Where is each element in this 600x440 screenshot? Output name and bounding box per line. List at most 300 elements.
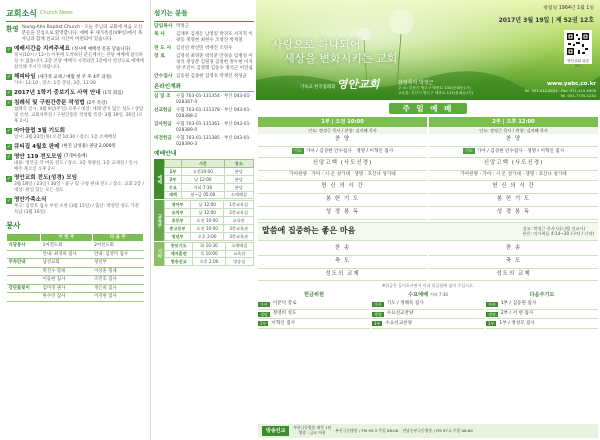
checkbox-icon: ✓	[6, 197, 12, 204]
church-news-column	[0, 0, 148, 440]
sermon-preacher: 설교: 박정근 목사 (다니엘 선교사)	[522, 225, 586, 231]
worship-guide-header	[165, 160, 182, 168]
order-cell	[429, 181, 598, 194]
worship-guide-row	[165, 258, 254, 266]
volunteer-row	[7, 250, 144, 259]
account-type: 감사헌금	[154, 122, 172, 128]
order-row	[258, 171, 598, 181]
qr-code[interactable]	[564, 30, 592, 68]
sermon-info	[523, 226, 594, 237]
worship-guide-row	[165, 175, 254, 183]
worship-guide-cell: 오후 2:00	[191, 232, 224, 240]
ministry-tag: 1부	[374, 321, 381, 327]
worship-guide-cell: 영아부	[165, 201, 191, 209]
volunteer-cell: 박진수 형제	[41, 267, 92, 276]
news-item	[6, 46, 144, 71]
worship-guide-cell: 낮 12:00	[191, 201, 224, 209]
order-cell	[429, 256, 598, 269]
account-type: 십 일 조	[154, 94, 171, 100]
order-text: 성 경 봉 독	[325, 209, 360, 216]
worship-guide-header: 시간	[181, 160, 224, 168]
header-banner	[256, 0, 600, 100]
staff-role: 목 사	[154, 32, 165, 38]
service-1-header: 1부 | 오전 10:00	[258, 117, 427, 127]
ministry-row	[258, 310, 370, 320]
staff-names: 김영성 최영준 박석준 안정승 임병성 이경석 정상분 김원경 김정현 정두현 이지양 주진이 김영래 김동수 정석근 이연섭	[176, 54, 253, 72]
worship-guide-cell: 교육관	[224, 217, 254, 225]
order-text: 축 도	[334, 258, 351, 265]
worship-guide-group	[154, 242, 254, 267]
worship-guide-row	[165, 168, 254, 176]
worship-guide-row	[165, 250, 254, 258]
worship-guide-cell: 오전10:00	[181, 168, 224, 176]
volunteer-row	[7, 259, 144, 268]
order-row	[258, 181, 598, 194]
order-row	[258, 147, 598, 158]
slogan-line-2: 세상을 변화시키는 교회	[284, 51, 398, 65]
order-text: 성 경 봉 독	[496, 209, 531, 216]
logo-denomination: 기독교 한국침례회	[300, 85, 336, 90]
volunteer-cell: 김미경 권사	[41, 284, 92, 293]
staff-names: 김선연 박선민 박재진 조민우	[176, 46, 233, 52]
news-item-tag: (새가족 교제 / 매월 첫 주 후 4주 과정)	[37, 74, 112, 80]
order-tag: 기도	[464, 148, 473, 154]
worship-guide-table	[164, 200, 254, 240]
qr-caption: 영안교회 큐알코드	[567, 59, 589, 68]
worship-guide-row	[165, 201, 254, 209]
church-news-heading: 교회소식	[6, 8, 37, 18]
order-text: 봉 헌 기 도	[496, 196, 531, 203]
order-text: 찬 양	[334, 136, 351, 143]
worship-guide-cell: 목 10:00	[193, 250, 225, 258]
worship-guide-row	[165, 224, 254, 232]
volunteer-cell: 이동현 집사	[41, 276, 92, 285]
account-row	[154, 108, 254, 120]
volunteer-title: 봉사	[6, 221, 21, 231]
news-item-header	[6, 100, 144, 107]
order-cell	[258, 147, 427, 158]
order-text: 가아찬양 · 가아 : 시 온 성가대 · 생명 : 호산나 성가대	[289, 172, 396, 178]
worship-guide-group	[154, 200, 254, 240]
welcome-heading: 환영	[6, 25, 19, 33]
worship-guide-cell: 2층교육실	[224, 209, 254, 217]
ministry-person: 이혁인 집사	[271, 320, 296, 326]
worship-guide-cell: 낮 12:00	[191, 209, 224, 217]
volunteer-cell: 조민호 집사	[92, 276, 143, 285]
volunteer-cell: 강단꽃꽂이	[7, 284, 41, 293]
worship-guide-label: 예배	[154, 159, 164, 199]
worship-guide-table	[164, 242, 254, 267]
ministry-tag: 가아	[374, 301, 382, 307]
news-item	[6, 90, 144, 97]
order-cell	[429, 134, 598, 147]
contact-numbers	[524, 89, 596, 99]
order-cell	[258, 134, 427, 147]
order-text: 찬 송	[505, 245, 522, 252]
order-text: 봉 헌 기 도	[325, 196, 360, 203]
volunteer-cell	[7, 250, 41, 259]
ministry-assignments	[258, 291, 598, 329]
ministry-person: 이분덕 장로	[272, 301, 297, 307]
ministry-tag: 1부	[260, 321, 267, 327]
volunteer-cell: 정은희 집사	[92, 284, 143, 293]
news-item-tag: (2주 특강)	[86, 100, 108, 106]
ministry-person: 1부 / 김동원 집사	[500, 301, 537, 307]
staff-role: 담임목사	[154, 24, 173, 29]
church-news-subheading: Church News	[39, 10, 73, 17]
worship-guide-header-row	[165, 160, 254, 168]
worship-guide-header: 장소	[224, 160, 253, 168]
welcome-text: Young-Ahn Baptist Church · 오늘 주님의 교회에 처음 오신 분들을 진심으로 환영합니다. 예배 후 새가족실(VIP실)에서 목사님과 함께 친교의 시간이 마련되어 있습니다.	[21, 25, 143, 43]
order-text: 헌 신 의 시 간	[492, 183, 535, 190]
issue-date: 2017년 3월 19일 | 제 52권 12호	[498, 17, 594, 24]
staff-row	[154, 24, 254, 30]
worship-guide-label: 교육부	[154, 200, 164, 240]
worship-heading	[258, 102, 598, 115]
volunteer-header: 다 음 주	[92, 233, 143, 242]
checkbox-icon: ✓	[6, 90, 12, 97]
volunteer-cell: 청년부	[92, 259, 143, 268]
ministry-column	[486, 291, 598, 329]
worship-guide-cell: 수요	[165, 183, 182, 191]
volunteer-row	[7, 276, 144, 285]
service-1-leaders: 인도: 정정근 목사 / 찬양: 김지혜 목사	[258, 127, 427, 134]
news-item-tag: (정시에 예배실 문을 닫습니다)	[71, 46, 131, 52]
account-row	[154, 122, 254, 134]
news-item	[6, 128, 144, 141]
news-item-title: 영안 119 전도모임	[14, 153, 62, 160]
ministry-row	[258, 300, 370, 310]
order-row	[258, 134, 598, 147]
senior-pastor: 담임목사 박정근	[398, 80, 434, 86]
ministry-title: 헌금위원	[303, 292, 325, 299]
news-item-header	[6, 74, 144, 81]
news-item-body: 내용: 영안군 각 마을 전도 / 장소: 3층 목양실, 1층 교제실 / 일시: 매주 목요일 오후 2시	[14, 160, 139, 172]
worship-guide-cell: 낮 12:00	[181, 175, 224, 183]
volunteer-header	[7, 233, 41, 242]
worship-guide-row	[165, 232, 254, 240]
online-account-title: 온라인계좌	[154, 84, 254, 93]
order-row	[258, 243, 598, 256]
worship-guide-cell: 1부	[165, 168, 182, 176]
staff-names: 김동원 김종현 김영호 박재신 정성균	[176, 74, 247, 80]
ministry-tag: 가아	[260, 301, 268, 307]
volunteer-cell: 식당봉사	[7, 242, 41, 251]
ministry-row	[372, 319, 484, 329]
news-item-body: 부고: 김영호 집사 부친 소천 (3월 15일) / 출산: 박성민 성도 가정 득남 (3월 16일)	[14, 204, 139, 216]
worship-guide-row	[165, 191, 254, 199]
news-item-body: 침례식 일시: 4월 9일(주일) 오후 / 대상: 세례 받지 않은 성도 / 상담 및 신청: 교회사무실 / 구원간증문 작성법 특강: 3월 19일, 26일 (오후 2시)	[14, 106, 144, 124]
news-item-tag: (7개마을에)	[64, 154, 88, 160]
volunteer-cell	[7, 293, 41, 302]
staff-title: 섬기는 분들	[154, 8, 254, 22]
worship-guide-table	[164, 159, 254, 199]
account-number: 수협 703-01-131385 · 부산 043-01-028390-3	[176, 136, 251, 148]
news-item	[6, 197, 144, 216]
phone-education: Tel. 051-7735-1234	[560, 93, 596, 98]
qr-code-icon	[566, 32, 590, 56]
volunteer-cell: 안내: 최경희 집사	[41, 250, 92, 259]
news-item-tag: (현진 남성용) 권당 2,000원	[61, 144, 116, 150]
broadcast-note-2: 방송 : 금요 아침	[298, 430, 326, 435]
order-row	[258, 207, 598, 220]
worship-guide-cell: 중보기도	[165, 242, 193, 250]
slogan-line-1: 사랑으로 하나되어	[272, 38, 361, 51]
account-number: 수협 703-01-131361 · 부산 043-01-028389-0	[176, 122, 251, 134]
order-cell	[258, 171, 427, 181]
ministry-column	[258, 291, 370, 329]
news-item-body: 3월 18일 / 23일 / 30일 - 중구 및 구청 관내 전도 / 장소: 교회 2층 / 대상: 관심 있는 모든 성도	[14, 182, 145, 194]
sermon-title: 말씀에 집중하는 좋은 마음	[262, 226, 356, 236]
order-tag: 기도	[293, 148, 302, 154]
news-item-title: 2017년 1학기 중보기도 사역 안내	[14, 89, 101, 96]
ministry-person: 2부 / 서 현 집사	[500, 311, 534, 317]
order-text: 신앙고백 (사도신경)	[312, 160, 373, 167]
ministry-header	[486, 291, 598, 300]
order-cell	[258, 194, 427, 207]
order-text: 가아찬양 · 가아 : 시 온 성가대 · 생명 : 호산나 성가대	[460, 172, 567, 178]
service-leaders	[258, 127, 598, 134]
church-logo	[300, 78, 379, 92]
ministry-tag: 생명	[374, 311, 382, 317]
staff-row	[154, 32, 254, 44]
founding-date: 창립일 1964년 1월 1일	[543, 6, 594, 11]
worship-guide-group	[154, 159, 254, 199]
news-item	[6, 175, 144, 194]
worship-guide-cell: 소예배실	[224, 191, 253, 199]
worship-guide-cell: 저녁 7:30	[181, 183, 224, 191]
sermon-scripture: 본문: 마가복음 4:14~20 (구약 / 신약)	[522, 231, 594, 237]
worship-guide-cell: 월~금 05:00	[181, 191, 224, 199]
order-cell	[258, 256, 427, 269]
worship-guide-cell: 새벽	[165, 191, 182, 199]
ministry-column	[372, 291, 484, 329]
order-text: 가아 / 김상현 안수집사 · 생명 / 이혁인 집사	[305, 149, 394, 155]
checkbox-icon: ✓	[6, 74, 12, 81]
volunteer-header: 이 번 주	[41, 233, 92, 242]
order-cell	[429, 194, 598, 207]
worship-guide-cell: 방송선교	[165, 258, 193, 266]
account-number: 수협 703-01-131354 · 부산 043-01-028387-4	[176, 94, 251, 106]
order-text: 헌 신 의 시 간	[321, 183, 364, 190]
ministry-row	[372, 300, 484, 310]
checkbox-icon: ✓	[6, 128, 12, 135]
news-item-header	[6, 90, 144, 97]
staff-names: 김재무 김재돈 남영일 박경호 서지혁 이광동 정영현 최현수 조영진 박재철	[176, 32, 253, 44]
worship-guide-cell: 중고등부	[165, 224, 191, 232]
volunteer-cell: 이상훈 형제	[92, 267, 143, 276]
worship-guide-cell: 본당	[224, 168, 253, 176]
account-type: 선교헌금	[154, 108, 172, 114]
welcome-block	[6, 25, 144, 43]
news-item-title: 영안가족소식	[14, 197, 47, 204]
news-item	[6, 144, 144, 151]
ministry-row	[372, 310, 484, 320]
worship-guide-cell: 2부	[165, 175, 182, 183]
order-cell	[429, 269, 598, 282]
worship-guide-cell: 본당	[224, 175, 253, 183]
news-item-body: 가수: 11:10 , 장소: 1층 본당, 3층, 11:30	[14, 80, 96, 86]
order-cell	[429, 171, 598, 181]
news-item-title: 영안교회 전도(성경) 모임	[14, 175, 78, 182]
offering-note: ※헌금은 들어오시면서 미리 헌금함에 넣어 주십시오.	[381, 283, 475, 289]
ministry-tag: 생명	[260, 311, 268, 317]
order-text: 찬 양	[505, 136, 522, 143]
worship-guide-cell: 교육관	[225, 250, 253, 258]
broadcast-note-1: 부산극동방송 제작 1년	[293, 425, 332, 431]
news-item	[6, 100, 144, 125]
worship-guide-row	[165, 183, 254, 191]
order-cell	[429, 207, 598, 220]
ministry-person: 수요선교찬양	[386, 311, 414, 317]
worship-guide-cell: 1층교육실	[224, 201, 254, 209]
worship-guide-cell: 3층교육관	[224, 232, 254, 240]
checkbox-icon: ✓	[6, 46, 12, 53]
checkbox-icon: ✓	[6, 144, 12, 151]
worship-title: 주 일 예 배	[389, 103, 468, 114]
church-slogan	[272, 38, 397, 66]
ministry-row	[258, 319, 370, 329]
worship-guide-label: 기타	[154, 242, 164, 267]
broadcast-busan: 부산극동방송 / FM 93.3 주일 08:00	[335, 427, 399, 433]
broadcast-label: 방송선교	[262, 426, 289, 436]
news-item-header	[6, 144, 144, 151]
ministry-person: 수요선교찬양	[385, 320, 413, 326]
volunteer-cell	[7, 276, 41, 285]
worship-guide-cell: 유치부	[165, 209, 191, 217]
website-link[interactable]: www.yabc.co.kr	[546, 81, 596, 87]
checkbox-icon: ✓	[6, 154, 12, 161]
service-2-header: 2부 | 오후 12:00	[429, 117, 598, 127]
ministry-time: 저녁 7:30	[429, 292, 448, 298]
worship-guide-title: 예배안내	[154, 150, 177, 157]
worship-guide-cell: 오후 2:00	[193, 258, 225, 266]
worship-guide-cell: 초등부	[165, 217, 191, 225]
logo-name: 영안교회	[336, 78, 380, 91]
order-text: 신앙고백 (사도신경)	[483, 160, 544, 167]
worship-guide-cell: 방송실	[225, 258, 253, 266]
ministry-title: 다음주기도	[529, 292, 555, 299]
order-cell	[429, 147, 598, 158]
order-cell	[258, 243, 427, 256]
ministry-tag: 생명	[488, 311, 496, 317]
ministry-title: 수요예배	[408, 292, 429, 299]
checkbox-icon: ✓	[6, 100, 12, 107]
phone-main: Tel. 051-412-8191 · Fax. 051-415-0906	[524, 89, 596, 93]
worship-guide-cell: 오전 10:00	[191, 217, 224, 225]
volunteer-cell: 안내: 김영미 집사	[92, 250, 143, 259]
order-row	[258, 158, 598, 171]
news-item-header	[6, 154, 144, 161]
worship-guide-row	[165, 209, 254, 217]
ministry-row	[486, 319, 598, 329]
volunteer-row	[7, 293, 144, 302]
staff-row	[154, 54, 254, 72]
order-cell	[258, 181, 427, 194]
volunteer-cell: 1여전도회	[41, 242, 92, 251]
volunteer-cell: 남선교회	[41, 259, 92, 268]
church-news-title	[6, 8, 144, 22]
ministry-person: 정영희 성도	[272, 311, 297, 317]
broadcast-jeonnam: 전남동부극동방송 / FM 97.5 주일 08:00	[402, 427, 473, 433]
ministry-row	[486, 310, 598, 320]
news-item-title: 침례식 및 구원간증문 작성법	[14, 99, 85, 106]
service-headers	[258, 117, 598, 127]
service-2-leaders: 인도: 정정근 목사 / 찬양: 김지혜 목사	[429, 127, 598, 134]
news-item-header	[6, 128, 144, 135]
broadcast-note	[293, 426, 331, 435]
order-cell	[258, 207, 427, 220]
worship-guide-row	[165, 242, 254, 250]
worship-guide-cell: 제자훈련	[165, 250, 193, 258]
order-cell	[258, 269, 427, 282]
worship-guide-row	[165, 217, 254, 225]
order-cell	[258, 158, 427, 171]
news-item-title: 해피타임	[14, 73, 36, 80]
ministry-tag: 가아	[488, 301, 496, 307]
staff-column	[150, 0, 256, 440]
staff-names: 박정근	[176, 24, 190, 29]
order-row	[258, 256, 598, 269]
staff-role: 전 도 사	[154, 46, 172, 52]
account-number: 수협 703-01-131378 · 부산 043-01-028388-2	[176, 108, 251, 120]
volunteer-cell: 주차안내	[7, 259, 41, 268]
staff-row	[154, 74, 254, 80]
checkbox-icon: ✓	[6, 175, 12, 182]
order-text: 성도의 교제	[325, 271, 360, 278]
worship-guide-cell: 본당	[224, 183, 253, 191]
staff-role: 안수집사	[154, 74, 173, 80]
news-item-tag: (1학 회집)	[102, 90, 124, 96]
volunteer-cell: 2여전도회	[92, 242, 143, 251]
worship-guide-cell: 소예배실	[225, 242, 253, 250]
sunday-worship-section	[258, 102, 598, 422]
ministry-header	[372, 291, 484, 300]
volunteer-table	[6, 233, 144, 302]
ministry-row	[486, 300, 598, 310]
volunteer-cell: 이지현 집사	[92, 293, 143, 302]
volunteer-row	[7, 284, 144, 293]
volunteer-row	[7, 267, 144, 276]
order-cell	[429, 243, 598, 256]
order-text: 성도의 교제	[496, 271, 531, 278]
address-main: 주 소: 부산시 영도구 태종로 130(봉래동1가)	[398, 86, 471, 90]
order-text: 찬 송	[334, 245, 351, 252]
volunteer-cell: 한수연 집사	[41, 293, 92, 302]
order-text: 가아 / 김상현 안수집사 · 생명 / 이혁인 집사	[476, 149, 565, 155]
account-row	[154, 94, 254, 106]
sermon-block	[258, 222, 598, 241]
staff-role: 장 로	[154, 54, 165, 60]
ministry-person: 1부 / 정성모 집사	[499, 320, 535, 326]
news-item-title: 예배시간을 지켜주세요	[14, 46, 70, 53]
news-item-body: 일시: 3월 23일(목) 오전 10:30 / 장소: 1층 소예배실	[14, 134, 117, 140]
volunteer-cell	[7, 267, 41, 276]
worship-guide-cell: 청년부	[165, 232, 191, 240]
staff-row	[154, 46, 254, 52]
ministry-person: 기도 / 정해록 집사	[386, 301, 424, 307]
worship-guide-cell: 3층교육관	[224, 224, 254, 232]
news-item	[6, 74, 144, 87]
ministry-header	[258, 291, 370, 300]
news-item	[6, 154, 144, 173]
account-row	[154, 136, 254, 148]
ministry-tag: 1부	[488, 321, 495, 327]
order-cell	[429, 158, 598, 171]
news-item-title: 마아클럽 3월 기도회	[14, 127, 66, 134]
volunteer-row	[7, 242, 144, 251]
order-row	[258, 194, 598, 207]
